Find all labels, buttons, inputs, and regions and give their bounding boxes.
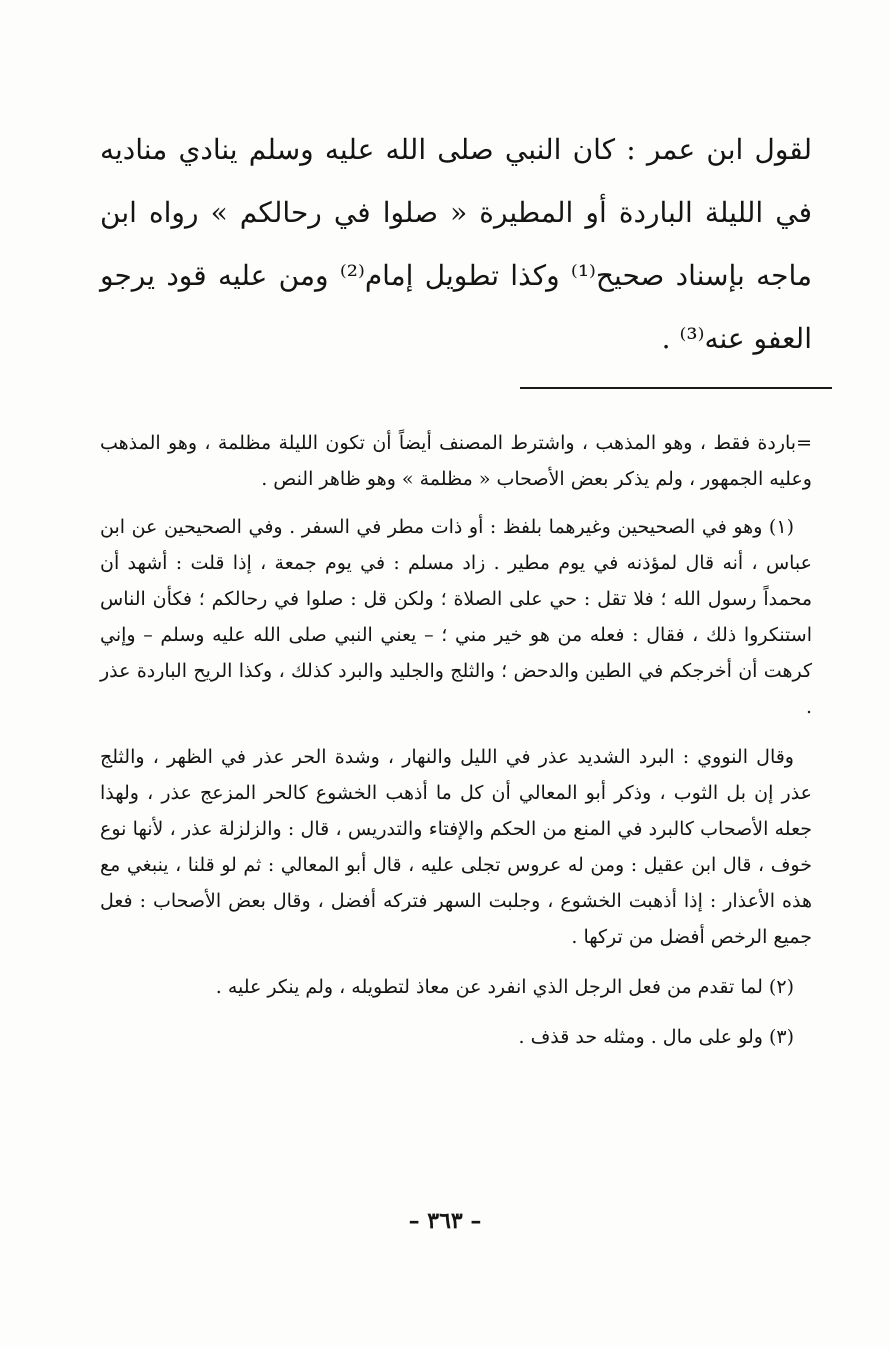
footnote-2: (٢) لما تقدم من فعل الرجل الذي انفرد عن معاذ لتطويله ، ولم ينكر عليه .: [215, 976, 794, 998]
footnote-1: (١) وهو في الصحيحين وغيرهما بلفظ : أو ذات مطر في السفر . وفي الصحيحين عن ابن عباس ، أنه قال لمؤذنه في يوم مطير . زاد مسلم : في يوم جمعة ، إذا قلت : أشهد أن محمداً رسول الله ؛ فلا تقل : حي على الصلاة ؛ ولكن قل : صلوا في رحالكم ؛ فكأن الناس استنكروا ذلك ، فقال : فعله من هو خير مني ؛ – يعني النبي صلى الله عليه وسلم – وإني كرهت أن أخرجكم في الطين والدحض ؛ والثلج والجليد والبرد كذلك ، وكذا الريح الباردة عذر .: [100, 516, 813, 718]
footnote-1-continued: وقال النووي : البرد الشديد عذر في الليل والنهار ، وشدة الحر عذر في الظهر ، والثلج عذر إن بل الثوب ، وذكر أبو المعالي أن كل ما أذهب الخشوع كالحر المزعج عذر ، ولهذا جعله الأصحاب كالبرد في المنع من الحكم والإفتاء والتدريس ، قال : والزلزلة عذر ، لأنها نوع خوف ، قال ابن عقيل : ومن له عروس تجلى عليه ، قال أبو المعالي : ثم لو قلنا ، ينبغي مع هذه الأعذار : إذا أذهبت الخشوع ، وجلبت السهر فتركه أفضل ، وقال بعض الأصحاب : فعل جميع الرخص أفضل من تركها .: [100, 746, 812, 948]
footnote-continuation: =باردة فقط ، وهو المذهب ، واشترط المصنف أيضاً أن تكون الليلة مظلمة ، وهو المذهب وعليه الجمهور ، ولم يذكر بعض الأصحاب « مظلمة » وهو ظاهر النص .: [100, 432, 812, 490]
footnote-divider: [520, 387, 832, 389]
page-number: – ٣٦٣ –: [408, 1208, 482, 1234]
main-text-paragraph: [100, 118, 812, 370]
main-text-content: لقول ابن عمر : كان النبي صلى الله عليه وسلم ينادي مناديه في الليلة الباردة أو المطيرة « صلوا في رحالكم » رواه ابن ماجه بإسناد صحيح⁽¹⁾ وكذا تطويل إمام⁽²⁾ ومن عليه قود يرجو العفو عنه⁽³⁾ .: [100, 133, 812, 355]
footnote-3: (٣) ولو على مال . ومثله حد قذف .: [518, 1026, 794, 1048]
footnotes-section: [100, 425, 812, 1069]
